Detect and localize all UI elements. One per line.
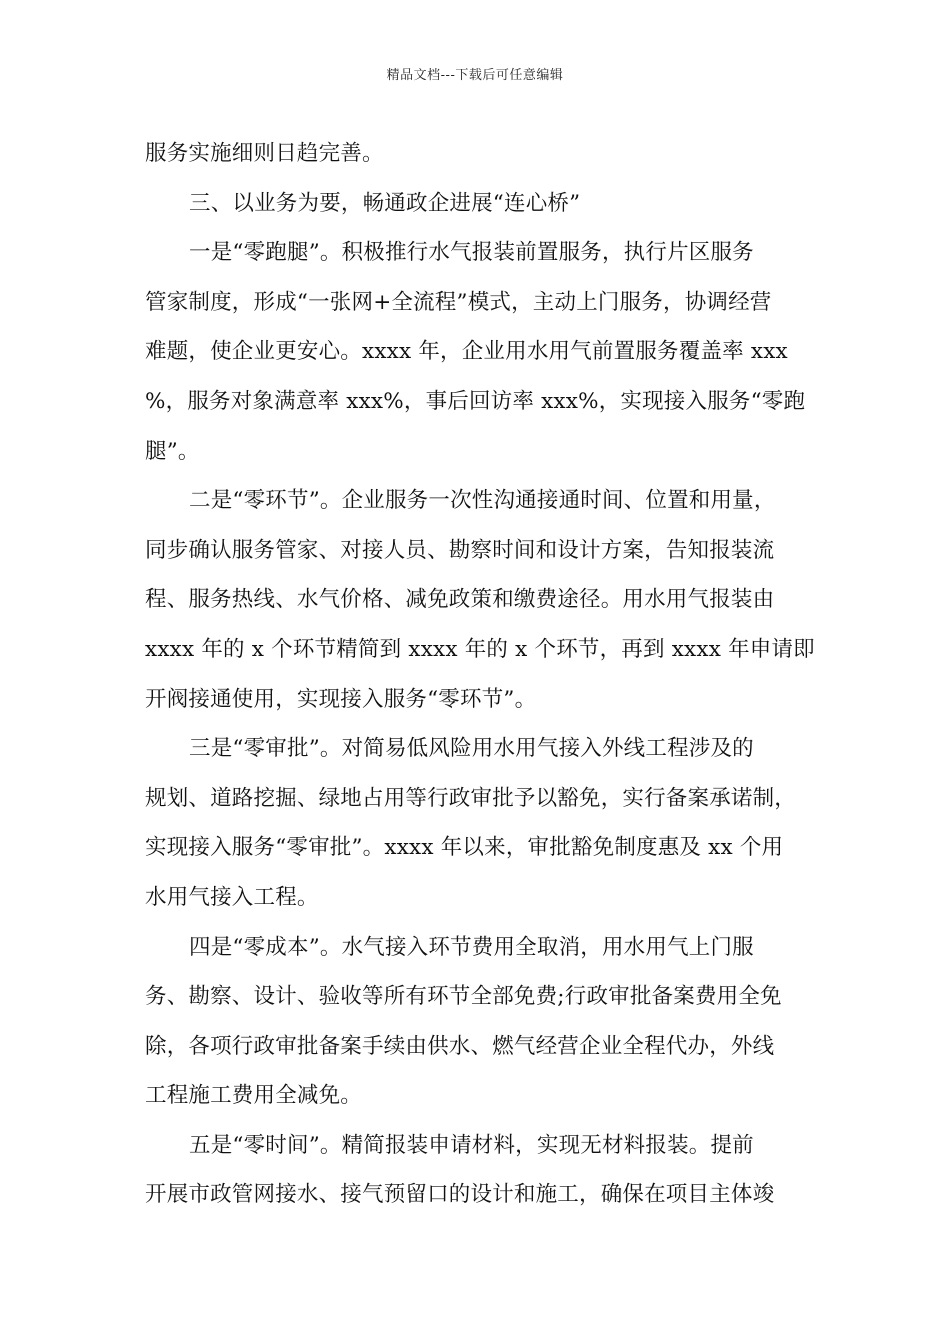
page-header: 精品文档---下载后可任意编辑 bbox=[386, 68, 564, 83]
text-line-11: xxxx 年的 x 个环节精简到 xxxx 年的 x 个环节，再到 xxxx 年申请即 bbox=[145, 636, 815, 662]
text-line-22: 开展市政管网接水、接气预留口的设计和施工，确保在项目主体竣 bbox=[145, 1182, 775, 1208]
text-line-17: 四是“零成本”。水气接入环节费用全取消，用水用气上门服 bbox=[189, 934, 754, 960]
text-line-14: 规划、道路挖掘、绿地占用等行政审批予以豁免，实行备案承诺制， bbox=[145, 785, 797, 811]
text-line-3: 一是“零跑腿”。积极推行水气报装前置服务，执行片区服务 bbox=[189, 240, 754, 266]
text-line-7: 腿”。 bbox=[145, 438, 200, 464]
text-line-18: 务、勘察、设计、验收等所有环节全部免费;行政审批备案费用全免 bbox=[145, 984, 782, 1010]
text-line-12: 开阀接通使用，实现接入服务“零环节”。 bbox=[145, 686, 537, 712]
text-line-10: 程、服务热线、水气价格、减免政策和缴费途径。用水用气报装由 bbox=[145, 587, 775, 613]
text-line-5: 难题，使企业更安心。xxxx 年，企业用水用气前置服务覆盖率 xxx bbox=[145, 339, 788, 365]
text-line-15: 实现接入服务“零审批”。xxxx 年以来，审批豁免制度惠及 xx 个用 bbox=[145, 835, 784, 861]
text-line-19: 除，各项行政审批备案手续由供水、燃气经营企业全程代办，外线 bbox=[145, 1033, 775, 1059]
document-body bbox=[145, 129, 815, 1220]
text-line-20: 工程施工费用全减免。 bbox=[145, 1083, 363, 1109]
text-line-16: 水用气接入工程。 bbox=[145, 884, 319, 910]
text-line-13: 三是“零审批”。对简易低风险用水用气接入外线工程涉及的 bbox=[189, 736, 754, 762]
text-line-21: 五是“零时间”。精简报装申请材料，实现无材料报装。提前 bbox=[189, 1132, 754, 1158]
text-line-1: 服务实施细则日趋完善。 bbox=[145, 141, 384, 166]
text-line-9: 同步确认服务管家、对接人员、勘察时间和设计方案，告知报装流 bbox=[145, 537, 775, 563]
section-heading: 三、以业务为要，畅通政企进展“连心桥” bbox=[189, 190, 581, 216]
text-line-8: 二是“零环节”。企业服务一次性沟通接通时间、位置和用量， bbox=[189, 488, 776, 514]
text-line-6: %，服务对象满意率 xxx%，事后回访率 xxx%，实现接入服务“零跑 bbox=[145, 388, 806, 414]
text-line-4: 管家制度，形成“一张网+全流程”模式，主动上门服务，协调经营 bbox=[145, 289, 772, 315]
